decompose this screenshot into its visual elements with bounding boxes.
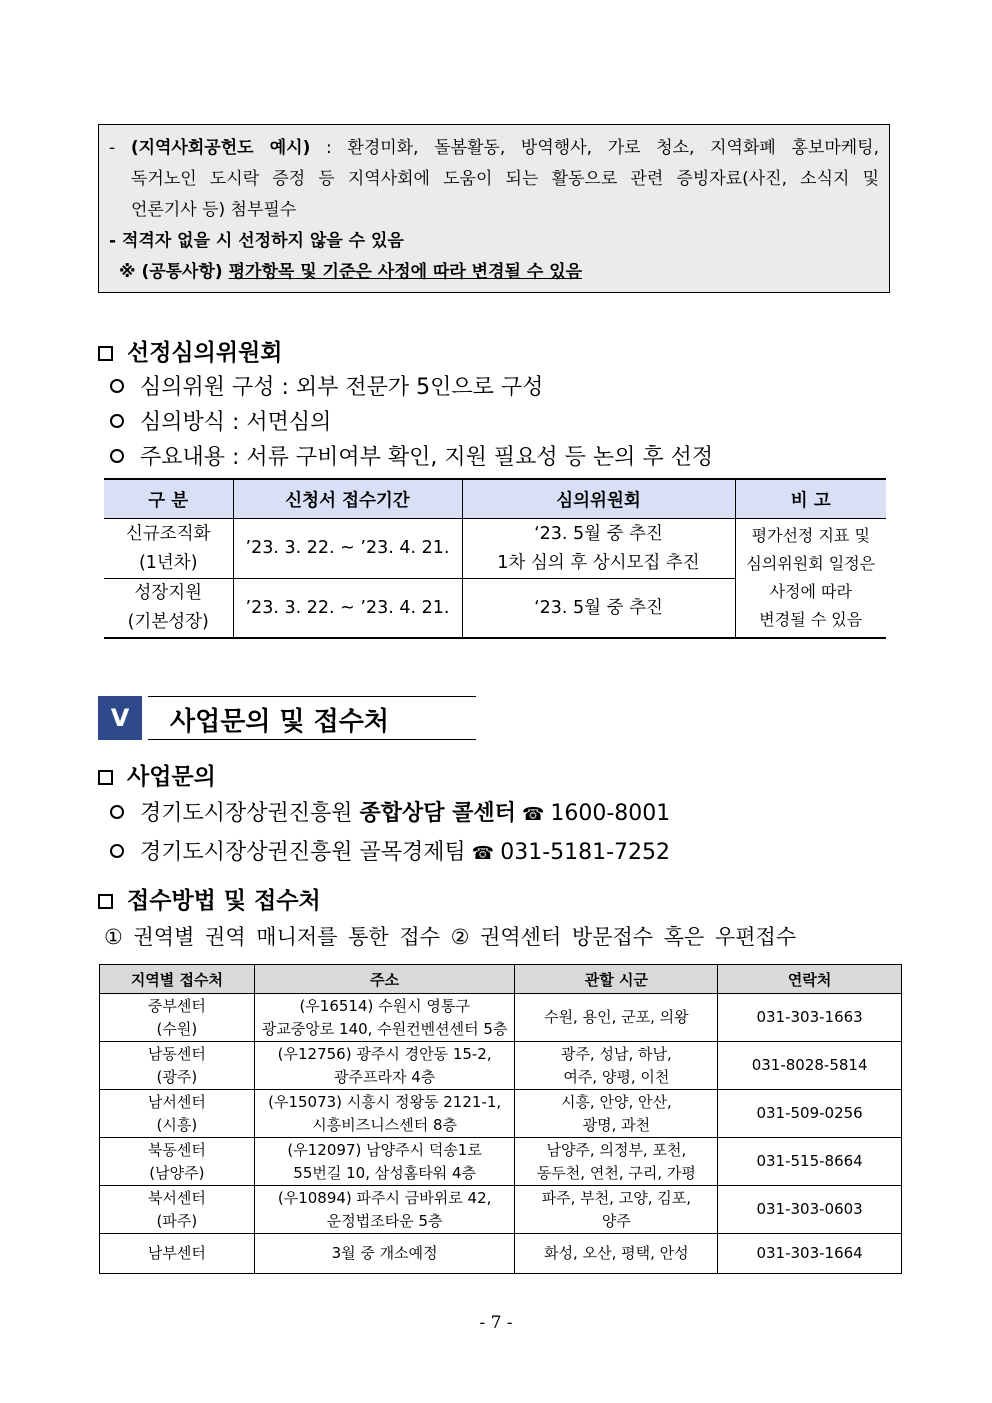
circle-bullet-icon [110,449,124,463]
table-cell-committee: ‘23. 5월 중 추진 1차 심의 후 상시모집 추진 [462,519,735,579]
table-row [100,1186,902,1234]
table-cell-committee: ‘23. 5월 중 추진 [462,579,735,639]
table-cell-center: 남서센터 (시흥) [100,1090,255,1138]
note-line-3: 언론기사 등) 첨부필수 [131,200,297,220]
table-cell-type: 성장지원 (기본성장) [104,579,233,639]
reception-centers-table [99,964,902,1274]
square-bullet-icon [98,894,113,909]
table-cell-center: 남동센터 (광주) [100,1042,255,1090]
committee-bullet-2: 심의방식 : 서면심의 [110,405,331,436]
reception-heading: 접수방법 및 접수처 [98,882,321,915]
table-row [100,1234,902,1274]
note-line-1: - (지역사회공헌도 예시) : 환경미화, 돌봄활동, 방역행사, 가로 청소, 지역화폐 홍보마케팅, [109,138,879,158]
committee-schedule-table [104,478,886,639]
table-row [100,1138,902,1186]
square-bullet-icon [98,346,113,361]
table-header: 연락처 [718,965,902,994]
phone-icon: ☎ [521,804,545,825]
note-line-5: ※ (공통사항) 평가항목 및 기준은 사정에 따라 변경될 수 있음 [119,262,583,282]
reception-methods: ① 권역별 권역 매니저를 통한 접수 ② 권역센터 방문접수 혹은 우편접수 [104,925,797,949]
table-header: 심의위원회 [462,479,735,519]
table-header: 주소 [254,965,515,994]
table-header: 구 분 [104,479,233,519]
inquiry-item-2: 경기도시장상권진흥원 골목경제팀 ☎ 031-5181-7252 [110,835,670,866]
table-cell-center: 북서센터 (파주) [100,1186,255,1234]
table-cell-phone: 031-8028-5814 [718,1042,902,1090]
table-header-row [104,479,886,519]
committee-bullet-1: 심의위원 구성 : 외부 전문가 5인으로 구성 [110,370,543,401]
table-cell-phone: 031-303-0603 [718,1186,902,1234]
table-header: 관할 시군 [515,965,718,994]
table-cell-center: 중부센터 (수원) [100,994,255,1042]
section-header [98,696,476,740]
table-cell-area: 화성, 오산, 평택, 안성 [515,1234,718,1274]
table-cell-address: (우12756) 광주시 경안동 15-2, 광주프라자 4층 [254,1042,515,1090]
table-cell-area: 수원, 용인, 군포, 의왕 [515,994,718,1042]
table-cell-area: 시흥, 안양, 안산, 광명, 과천 [515,1090,718,1138]
table-row [100,1090,902,1138]
table-cell-note: 평가선정 지표 및 심의위원회 일정은 사정에 따라 변경될 수 있음 [735,519,886,639]
table-cell-address: (우12097) 남양주시 덕송1로 55번길 10, 삼성홈타워 4층 [254,1138,515,1186]
table-cell-area: 남양주, 의정부, 포천, 동두천, 연천, 구리, 가평 [515,1138,718,1186]
phone-number: 031-5181-7252 [500,840,671,865]
table-header: 지역별 접수처 [100,965,255,994]
table-cell-phone: 031-515-8664 [718,1138,902,1186]
table-row [100,1042,902,1090]
table-cell-address: (우16514) 수원시 영통구 광교중앙로 140, 수원컨벤션센터 5층 [254,994,515,1042]
circle-bullet-icon [110,379,124,393]
committee-heading: 선정심의위원회 [98,334,283,367]
divider [148,739,476,740]
table-row [100,994,902,1042]
table-cell-phone: 031-303-1664 [718,1234,902,1274]
table-cell-type: 신규조직화 (1년차) [104,519,233,579]
note-line-4: - 적격자 없을 시 선정하지 않을 수 있음 [109,231,404,251]
table-header-row [100,965,902,994]
table-cell-phone: 031-509-0256 [718,1090,902,1138]
table-row [104,519,886,579]
committee-bullet-3: 주요내용 : 서류 구비여부 확인, 지원 필요성 등 논의 후 선정 [110,440,713,471]
table-cell-center: 남부센터 [100,1234,255,1274]
section-number-badge: V [98,696,142,740]
square-bullet-icon [98,770,113,785]
table-header: 비 고 [735,479,886,519]
section-title: 사업문의 및 접수처 [170,707,390,737]
table-cell-period: ’23. 3. 22. ~ ’23. 4. 21. [233,579,462,639]
table-cell-center: 북동센터 (남양주) [100,1138,255,1186]
table-cell-period: ’23. 3. 22. ~ ’23. 4. 21. [233,519,462,579]
note-line-2: 독거노인 도시락 증정 등 지역사회에 도움이 되는 활동으로 관련 증빙자료(사진, 소식지 및 [131,169,879,189]
circle-bullet-icon [110,414,124,428]
note-box [98,124,890,293]
table-cell-area: 광주, 성남, 하남, 여주, 양평, 이천 [515,1042,718,1090]
circle-bullet-icon [110,805,124,819]
phone-number: 1600-8001 [550,801,671,826]
inquiry-heading: 사업문의 [98,758,216,791]
page-number: - 7 - [479,1313,513,1333]
circle-bullet-icon [110,844,124,858]
table-cell-address: 3월 중 개소예정 [254,1234,515,1274]
table-cell-address: (우10894) 파주시 금바위로 42, 운정법조타운 5층 [254,1186,515,1234]
table-cell-address: (우15073) 시흥시 정왕동 2121-1, 시흥비즈니스센터 8층 [254,1090,515,1138]
phone-icon: ☎ [471,843,495,864]
table-cell-area: 파주, 부천, 고양, 김포, 양주 [515,1186,718,1234]
divider [148,696,476,697]
inquiry-item-1: 경기도시장상권진흥원 종합상담 콜센터 ☎ 1600-8001 [110,796,670,827]
table-cell-phone: 031-303-1663 [718,994,902,1042]
table-header: 신청서 접수기간 [233,479,462,519]
